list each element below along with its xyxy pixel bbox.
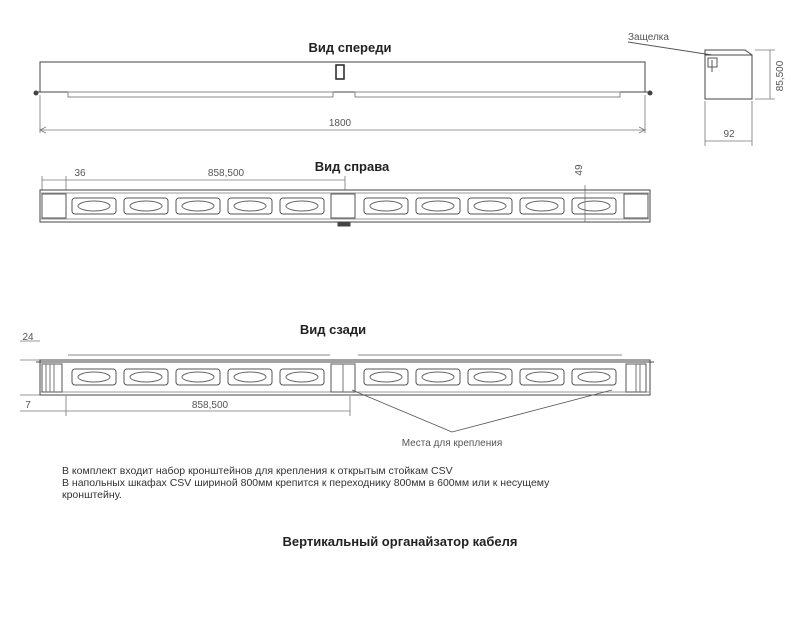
drawing-caption: Вертикальный органайзатор кабеля: [282, 534, 518, 549]
front-length-label: 1800: [328, 118, 352, 129]
back-dim-bottom: 7: [25, 400, 31, 411]
back-view-dimensions: [20, 341, 350, 416]
back-view-slots: [72, 369, 616, 385]
mount-label: Места для крепления: [401, 438, 503, 449]
front-view: [34, 62, 652, 97]
side-height-dimension: [755, 50, 775, 99]
right-view-dimensions: [42, 176, 585, 222]
latch-label: Защелка: [628, 32, 669, 43]
right-dim-left: 36: [74, 168, 86, 179]
right-view-title: Вид справа: [314, 159, 390, 174]
front-view-title: Вид спереди: [308, 40, 392, 55]
note-line-3: кронштейну.: [62, 489, 122, 501]
back-dim-span: 858,500: [191, 400, 229, 411]
mount-leader-lines: [352, 390, 612, 432]
back-view-title: Вид сзади: [299, 322, 367, 337]
right-dim-height: 49: [574, 164, 585, 176]
note-line-2: В напольных шкафах CSV шириной 800мм крепится к переходнику 800мм в 600мм или к несущему: [62, 477, 550, 489]
right-dim-span: 858,500: [207, 168, 245, 179]
side-width-label: 92: [723, 129, 735, 140]
back-dim-top: 24: [22, 332, 34, 343]
right-view-slots: [72, 198, 616, 214]
side-height-label: 85,500: [775, 60, 786, 92]
note-line-1: В комплект входит набор кронштейнов для крепления к открытым стойкам CSV: [62, 465, 453, 477]
back-view: [36, 355, 654, 395]
side-view: [628, 42, 752, 99]
